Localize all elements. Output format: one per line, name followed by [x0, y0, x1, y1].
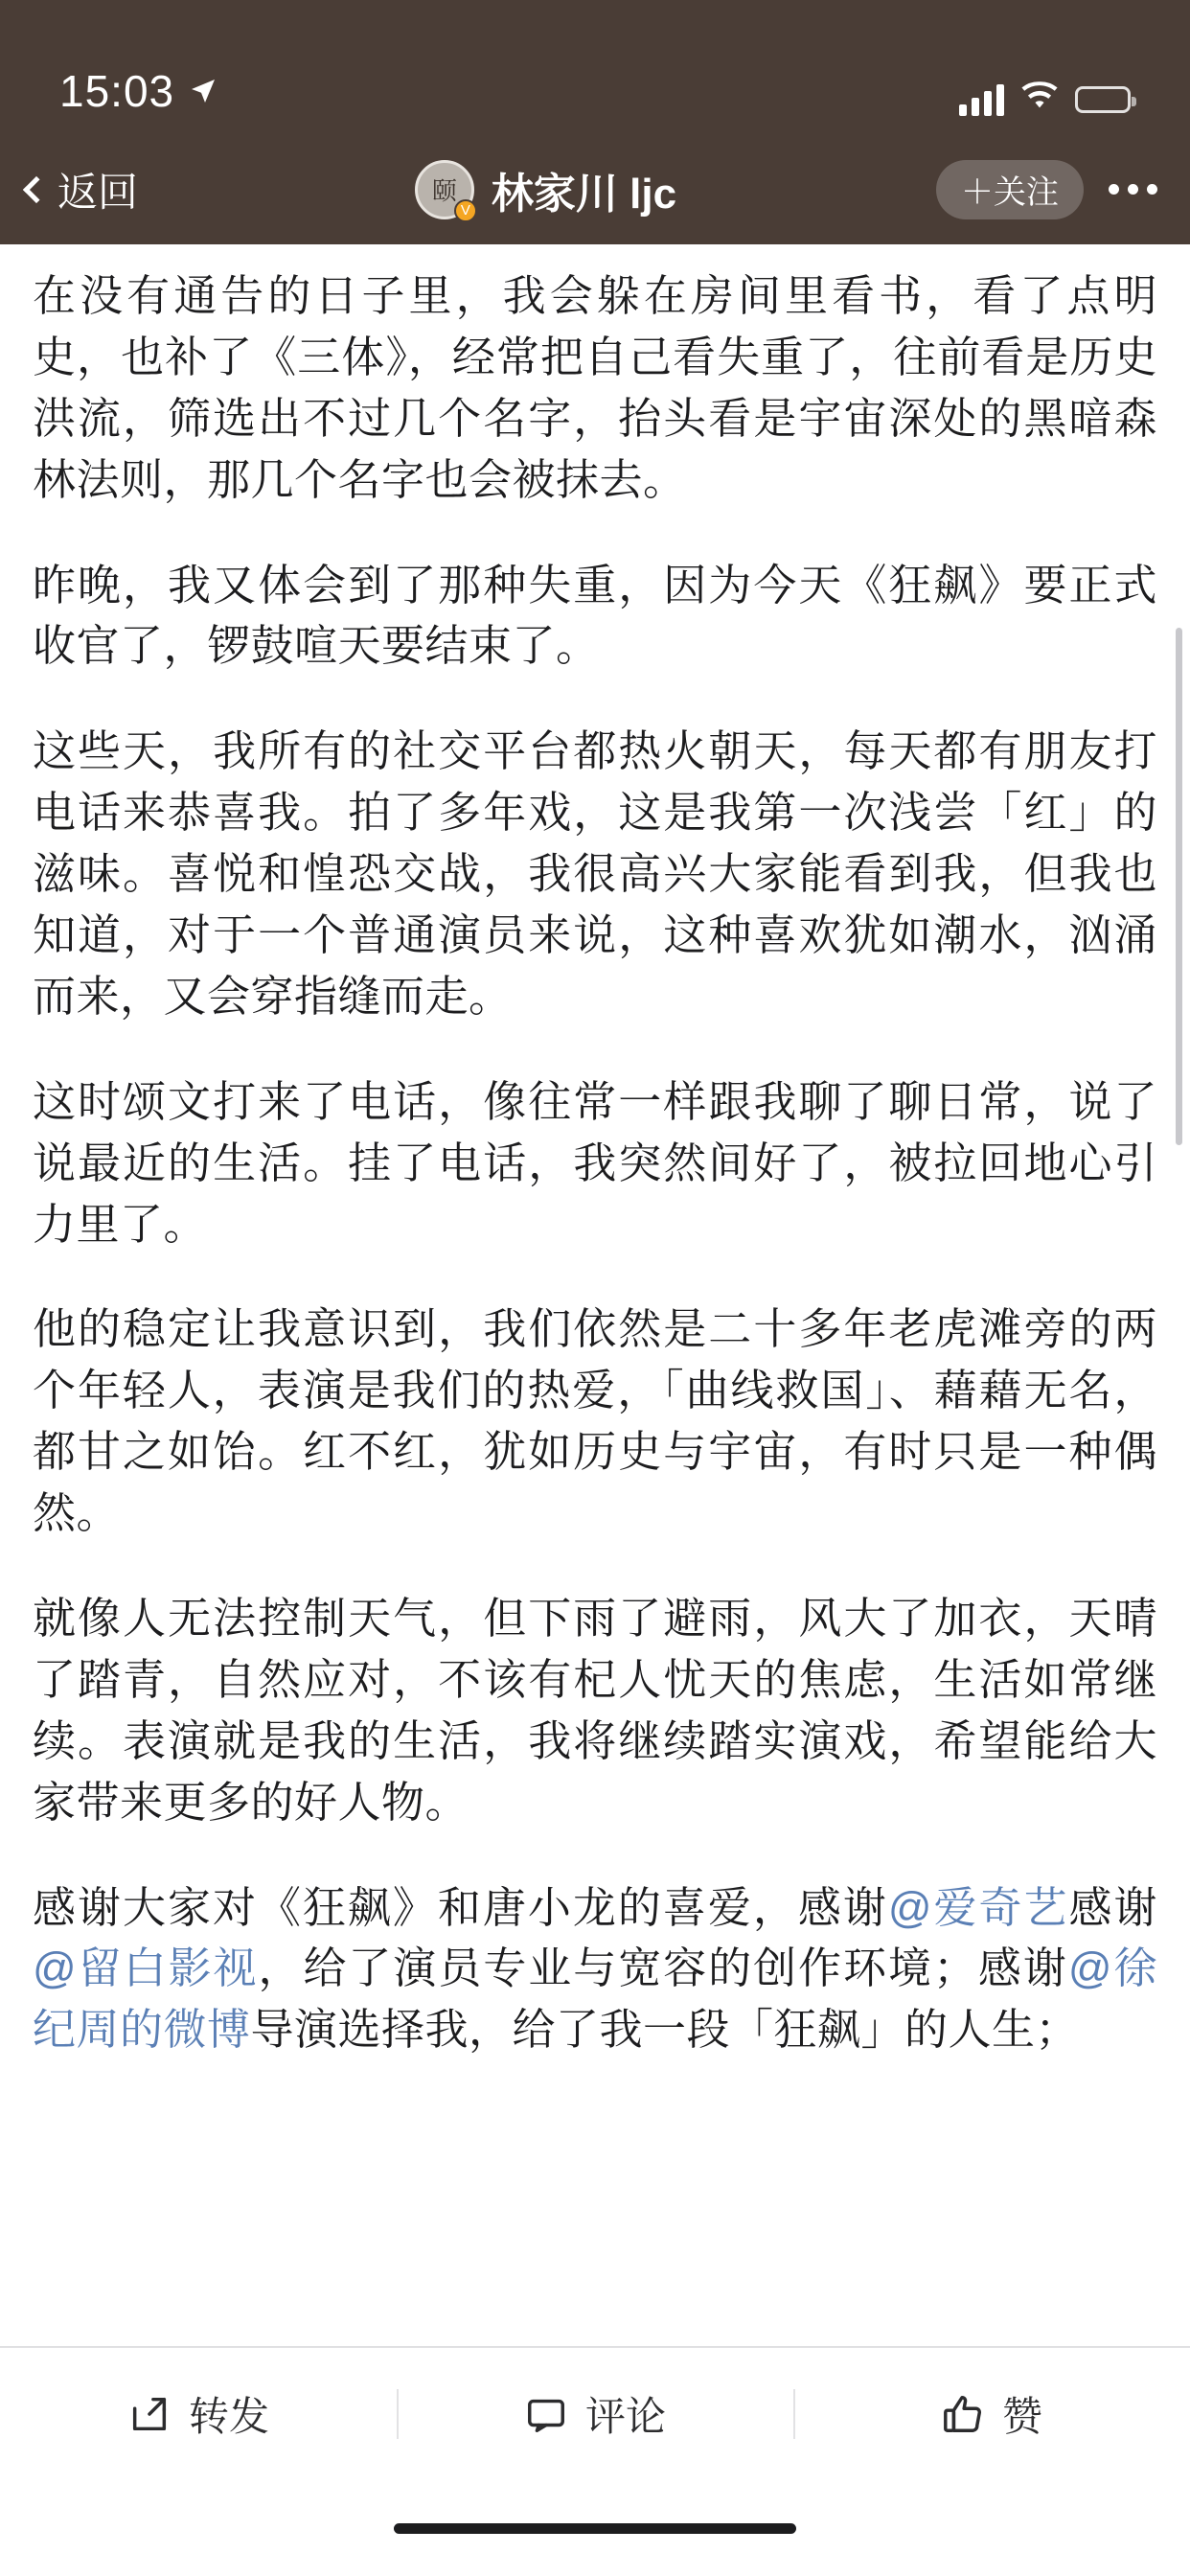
- more-options-icon[interactable]: [1109, 184, 1157, 195]
- nav-bar: [0, 134, 1190, 244]
- post-paragraph-with-mentions: [33, 1877, 1157, 2061]
- verified-badge-icon: V: [454, 199, 477, 222]
- paragraph-text: 感谢: [1068, 1882, 1157, 1932]
- mention-link[interactable]: @徐纪周的微博: [33, 1944, 1157, 2055]
- scrollbar[interactable]: [1176, 628, 1182, 1145]
- profile-header[interactable]: [155, 159, 936, 220]
- action-toolbar: [0, 2346, 1190, 2480]
- battery-icon: [1075, 86, 1131, 113]
- share-label: 转发: [188, 2394, 269, 2439]
- status-time: 15:03: [59, 66, 175, 116]
- status-bar-left: [59, 65, 218, 117]
- comment-icon: [524, 2392, 568, 2436]
- paragraph-text: 导演选择我，给了我一段「狂飙」的人生；: [250, 2005, 1080, 2055]
- like-label: 赞: [1001, 2394, 1042, 2439]
- wifi-icon: [1019, 81, 1060, 117]
- chevron-left-icon: [23, 175, 50, 202]
- avatar-image: 颐: [415, 160, 474, 219]
- status-bar: [0, 0, 1190, 134]
- paragraph-text: ，给了演员专业与宽容的创作环境；感谢: [258, 1944, 1068, 1993]
- mention-link[interactable]: @留白影视: [33, 1944, 259, 1993]
- post-content[interactable]: [0, 244, 1190, 2346]
- thumbs-up-icon: [941, 2392, 985, 2436]
- page-title: 林家川 ljc: [491, 170, 677, 218]
- post-paragraph: 在没有通告的日子里，我会躲在房间里看书，看了点明史，也补了《三体》，经常把自己看失重了，往前看是历史洪流，筛选出不过几个名字，抬头看是宇宙深处的黑暗森林法则，那几个名字也会被抹去。: [33, 271, 1157, 504]
- like-button[interactable]: [793, 2385, 1190, 2443]
- mention-link[interactable]: @爱奇艺: [887, 1882, 1069, 1932]
- post-paragraph: 这些天，我所有的社交平台都热火朝天，每天都有朋友打电话来恭喜我。拍了多年戏，这是我第一次浅尝「红」的滋味。喜悦和惶恐交战，我很高兴大家能看到我，但我也知道，对于一个普通演员来说，这种喜欢犹如潮水，汹涌而来，又会穿指缝而走。: [33, 726, 1157, 1021]
- status-bar-right: [959, 81, 1131, 117]
- follow-button[interactable]: ＋关注: [936, 160, 1084, 219]
- post-paragraph: 他的稳定让我意识到，我们依然是二十多年老虎滩旁的两个年轻人，表演是我们的热爱，「曲线救国」、藉藉无名，都甘之如饴。红不红，犹如历史与宇宙，有时只是一种偶然。: [33, 1304, 1157, 1538]
- post-paragraph: 就像人无法控制天气，但下雨了避雨，风大了加衣，天晴了踏青，自然应对，不该有杞人忧天的焦虑，生活如常继续。表演就是我的生活，我将继续踏实演戏，希望能给大家带来更多的好人物。: [33, 1594, 1157, 1827]
- home-indicator-area: [0, 2480, 1190, 2576]
- comment-label: 评论: [584, 2394, 666, 2439]
- cellular-signal-icon: [959, 83, 1004, 116]
- comment-button[interactable]: [397, 2385, 793, 2443]
- location-arrow-icon: [188, 76, 218, 106]
- paragraph-text: 感谢大家对《狂飙》和唐小龙的喜爱，感谢: [33, 1882, 888, 1932]
- avatar[interactable]: [415, 160, 474, 219]
- home-indicator[interactable]: [394, 2523, 796, 2534]
- share-icon: [127, 2392, 172, 2436]
- back-button-label: 返回: [57, 169, 139, 215]
- content-fade: [0, 2279, 1190, 2346]
- share-button[interactable]: [0, 2385, 397, 2443]
- post-paragraph: 这时颂文打来了电话，像往常一样跟我聊了聊日常，说了说最近的生活。挂了电话，我突然间好了，被拉回地心引力里了。: [33, 1076, 1157, 1249]
- post-paragraph: 昨晚，我又体会到了那种失重，因为今天《狂飙》要正式收官了，锣鼓喧天要结束了。: [33, 560, 1157, 671]
- back-button[interactable]: [27, 161, 138, 218]
